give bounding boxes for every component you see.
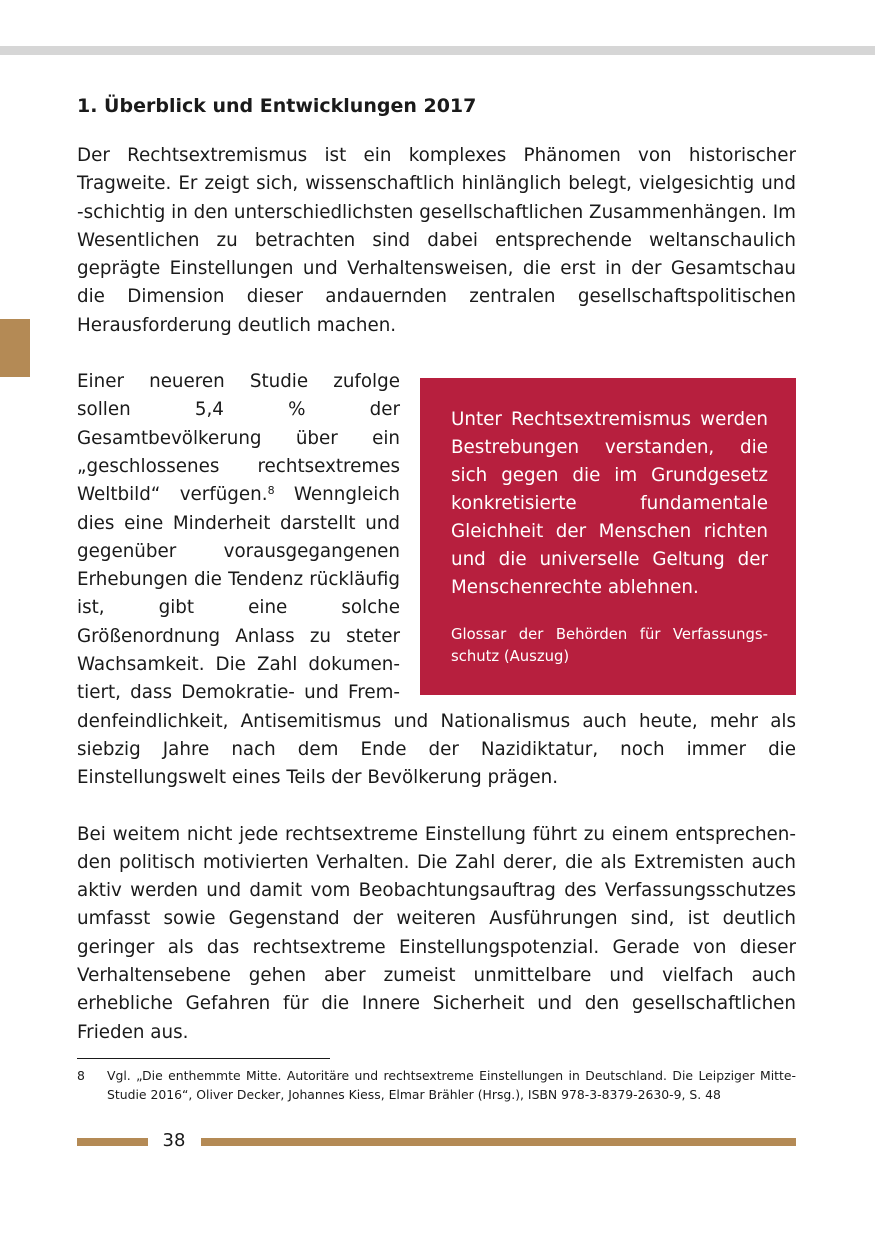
footnote xyxy=(77,1066,796,1104)
glossary-source: Glossar der Behörden für Verfassungsschutz (Auszug) xyxy=(451,626,768,666)
footnote-reference[interactable]: 8 xyxy=(267,484,275,498)
page-number: 38 xyxy=(162,1130,186,1151)
footer-bar-left xyxy=(77,1138,148,1146)
paragraph-2-text-b: Wenngleich dies eine Minderheit darstellt und gegenüber vorausgegangenen Erhebungen die Tendenz rückläufig ist, gibt eine solche Größenordnung Anlass zu steter Wachsamkeit. Die Zahl dokumentiert, dass Demokratie- und Fremdenfeindlichkeit, Antisemitismus und Nationalismus auch heute, mehr als siebzig Jahre nach dem Ende der Nazidiktatur, noch immer die Einstellungswelt eines Teils der Bevölkerung prägen. xyxy=(77,484,796,789)
paragraph-2 xyxy=(77,368,796,792)
page-content xyxy=(77,90,796,1047)
chapter-side-tab xyxy=(0,319,30,377)
glossary-box xyxy=(420,378,796,695)
glossary-definition: Unter Rechtsextremismus werden Bestrebungen verstanden, die sich gegen die im Grundgesetz konkretisierte fundamentale Gleichheit der Menschen richten und die universelle Geltung der Menschenrechte ablehnen. xyxy=(451,409,768,599)
footnote-text: Vgl. „Die enthemmte Mitte. Autoritäre und rechtsextreme Einstellungen in Deutschland. Die Leipziger Mitte-Studie 2016“, Oliver Decker, Johannes Kiess, Elmar Brähler (Hrsg.), ISBN 978-3-8379-2630-9, S. 48 xyxy=(107,1068,796,1102)
footer-bar-right xyxy=(201,1138,796,1146)
footnote-divider xyxy=(77,1058,330,1059)
paragraph-2-text-a: Einer neueren Studie zufolge sollen 5,4 % der Gesamtbevölkerung über ein „geschlossenes rechtsextremes Weltbild“ verfügen. xyxy=(77,371,400,506)
top-rule xyxy=(0,46,875,55)
paragraph-3: Bei weitem nicht jede rechtsextreme Einstellung führt zu einem entsprechenden politisch motivierten Verhalten. Die Zahl derer, die als Extremisten auch aktiv werden und damit vom Beobachtungsauftrag des Verfassungsschutzes umfasst sowie Gegenstand der weiteren Ausführungen sind, ist deutlich geringer als das rechtsextreme Einstellungspotenzial. Gerade von dieser Verhaltensebene gehen aber zumeist unmittelbare und vielfach auch erhebliche Gefahren für die Innere Sicherheit und den gesellschaftlichen Frieden aus. xyxy=(77,823,796,1043)
footnote-number: 8 xyxy=(77,1068,85,1083)
paragraph-1: Der Rechtsextremismus ist ein komplexes Phänomen von historischer Tragweite. Er zeigt sich, wissenschaftlich hinlänglich belegt, vielgesichtig und -schichtig in den unterschiedlichsten gesellschaftlichen Zusammenhängen. Im Wesentlichen zu betrachten sind dabei entsprechende weltanschaulich geprägte Einstellungen und Verhaltensweisen, die erst in der Gesamtschau die Dimension dieser andauernden zentralen gesellschaftspolitischen Herausforderung deutlich machen. xyxy=(77,145,796,336)
section-heading: 1. Überblick und Entwicklungen 2017 xyxy=(77,95,477,117)
